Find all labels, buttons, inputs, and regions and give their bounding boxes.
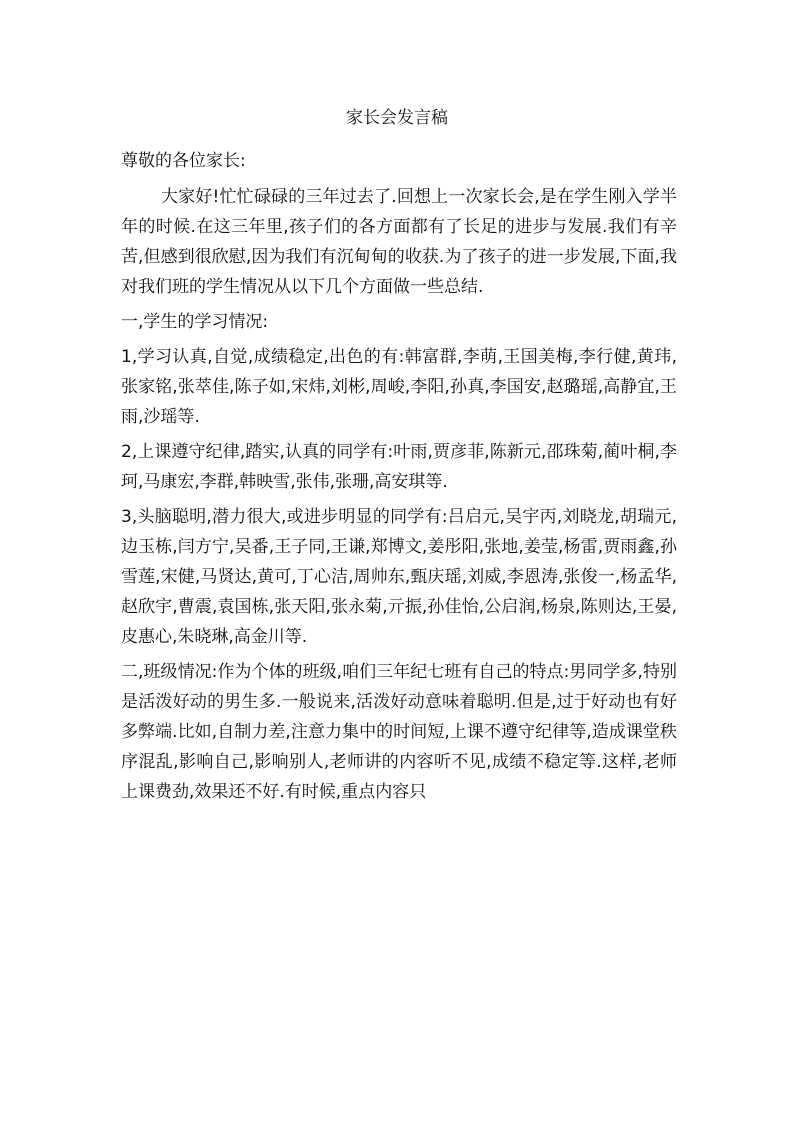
paragraph-study-1: 1,学习认真,自觉,成绩稳定,出色的有:韩富群,李萌,王国美梅,李行健,黄玮,张家铭,张萃佳,陈子如,宋炜,刘彬,周峻,李阳,孙真,李国安,赵璐瑶,高静宜,王雨,沙瑶等. [121,347,677,427]
paragraph-class-situation: 二,班级情况:作为个体的班级,咱们三年纪七班有自己的特点:男同学多,特别是活泼好动的男生多.一般说来,活泼好动意味着聪明.但是,过于好动也有好多弊端.比如,自制力差,注意力集中的时间短,上课不遵守纪律等,造成课堂秩序混乱,影响自己,影响别人,老师讲的内容听不见,成绩不稳定等.这样,老师上课费劲,效果还不好.有时候,重点内容只 [121,662,677,802]
document-body [121,146,677,812]
paragraph-intro: 大家好!忙忙碌碌的三年过去了.回想上一次家长会,是在学生刚入学半年的时候.在这三年里,孩子们的各方面都有了长足的进步与发展.我们有辛苦,但感到很欣慰,因为我们有沉甸甸的收获.为了孩子的进一步发展,下面,我对我们班的学生情况从以下几个方面做一些总结. [121,187,677,297]
paragraph-study-3: 3,头脑聪明,潜力很大,或进步明显的同学有:吕启元,吴宇丙,刘晓龙,胡瑞元,边玉栋,闫方宁,吴番,王子同,王谦,郑博文,姜彤阳,张地,姜莹,杨雷,贾雨鑫,孙雪莲,宋健,马贤达,黄可,丁心洁,周帅东,甄庆瑶,刘威,李恩涛,张俊一,杨孟华,赵欣宇,曹震,袁国栋,张天阳,张永菊,亓振,孙佳怡,公启润,杨泉,陈则达,王晏,皮惠心,朱晓琳,高金川等. [121,507,677,647]
section-heading-study: 一,学生的学习情况: [121,312,269,332]
salutation: 尊敬的各位家长: [121,151,246,171]
document-title: 家长会发言稿 [346,108,448,128]
paragraph-study-2: 2,上课遵守纪律,踏实,认真的同学有:叶雨,贾彦菲,陈新元,邵珠菊,蔺叶桐,李珂,马康宏,李群,韩映雪,张伟,张珊,高安琪等. [121,442,677,492]
